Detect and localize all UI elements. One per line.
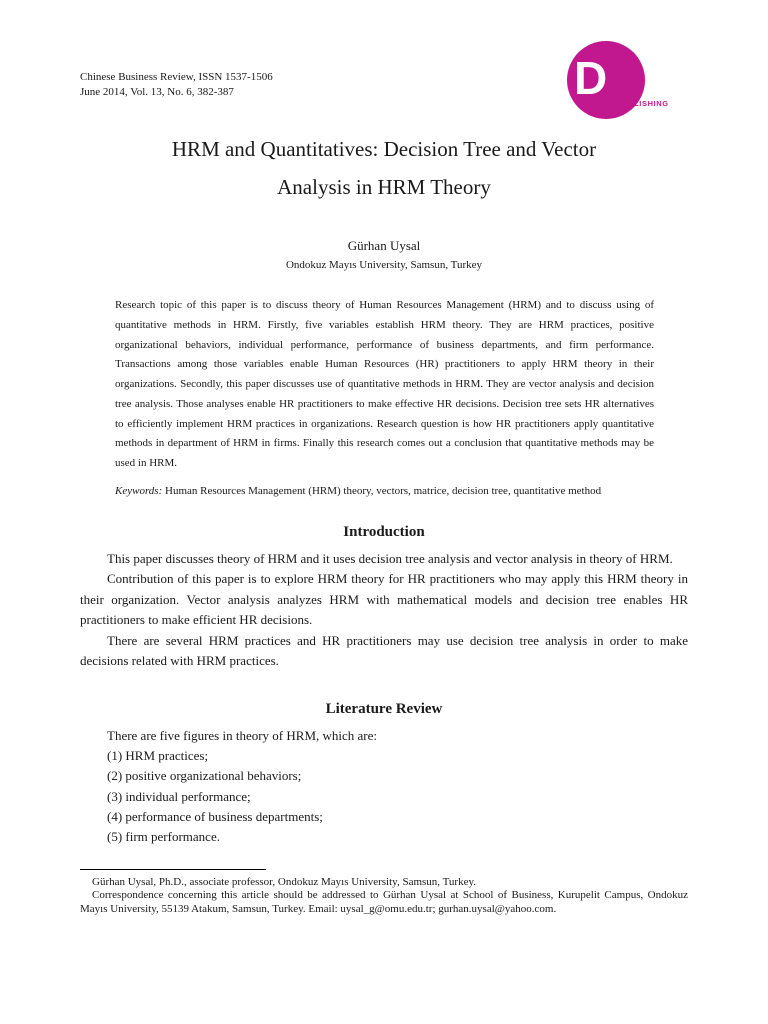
logo-text: DAVID PUBLISHING — [588, 99, 669, 108]
literature-body — [107, 726, 377, 847]
intro-paragraph: This paper discusses theory of HRM and it uses decision tree analysis and vector analysis in theory of HRM. — [107, 551, 673, 566]
journal-line-2: June 2014, Vol. 13, No. 6, 382-387 — [80, 86, 234, 98]
intro-paragraph: Contribution of this paper is to explore HRM theory for HR practitioners who may apply this HRM theory in their organization. Vector analysis analyzes HRM with mathematical models and decision tree enables HR practitioners to make efficient HR decisions. — [80, 571, 688, 628]
literature-intro: There are five figures in theory of HRM, which are: — [107, 728, 378, 743]
list-item: (4) performance of business departments; — [107, 808, 323, 824]
intro-paragraph: There are several HRM practices and HR practitioners may use decision tree analysis in order to make decisions related with HRM practices. — [80, 632, 688, 669]
introduction-body — [80, 549, 688, 671]
footnote-line-2: Correspondence concerning this article should be addressed to Gürhan Uysal at School of Business, Kurupelit Campus, Ondokuz Mayıs University, 55139 Atakum, Samsun, Turkey. Email: uysal_g@omu.edu.tr; gurhan.uysal@yahoo.com. — [80, 889, 688, 915]
title-line-1: HRM and Quantitatives: Decision Tree and Vector — [171, 137, 597, 161]
introduction-heading: Introduction — [343, 524, 425, 540]
david-publishing-logo — [552, 40, 692, 122]
keywords-label: Keywords: — [115, 485, 163, 497]
abstract: Research topic of this paper is to discuss theory of Human Resources Management (HRM) and to discuss using of quantitative methods in HRM. Firstly, five variables establish HRM theory. They are HRM practices, positive organizational behaviors, individual performance, performance of business departments, and firm performance. Transactions among those variables enable Human Resources (HR) practitioners to apply HRM theory in their organizations. Secondly, this paper discusses use of quantitative methods in HRM. They are vector analysis and decision tree analysis. Those analyses enable HR practitioners to make effective HR decisions. Decision tree sets HR alternatives to efficiently implement HRM practices in organizations. Research question is how HR practitioners apply quantitative methods in department of HRM in firms. Finally this research comes out a conclusion that quantitative methods may be used in HRM. — [115, 299, 654, 469]
logo-letter: D — [574, 52, 608, 104]
journal-line-1: Chinese Business Review, ISSN 1537-1506 — [80, 71, 273, 83]
keywords — [115, 485, 654, 497]
title-line-2: Analysis in HRM Theory — [277, 175, 491, 199]
footnote — [80, 876, 688, 916]
literature-heading: Literature Review — [325, 701, 443, 717]
list-item: (1) HRM practices; — [107, 748, 209, 764]
list-item: (5) firm performance. — [107, 829, 220, 845]
list-item: (3) individual performance; — [107, 788, 251, 804]
author-name: Gürhan Uysal — [347, 238, 421, 253]
footnote-line-1: Gürhan Uysal, Ph.D., associate professor, Ondokuz Mayıs University, Samsun, Turkey. — [92, 876, 477, 888]
author-affiliation: Ondokuz Mayıs University, Samsun, Turkey — [285, 259, 483, 271]
footnote-rule — [80, 869, 266, 870]
journal-info — [80, 70, 273, 100]
keywords-text: Human Resources Management (HRM) theory, vectors, matrice, decision tree, quantitative method — [165, 485, 602, 497]
list-item: (2) positive organizational behaviors; — [107, 768, 302, 784]
paper-title — [0, 130, 768, 206]
